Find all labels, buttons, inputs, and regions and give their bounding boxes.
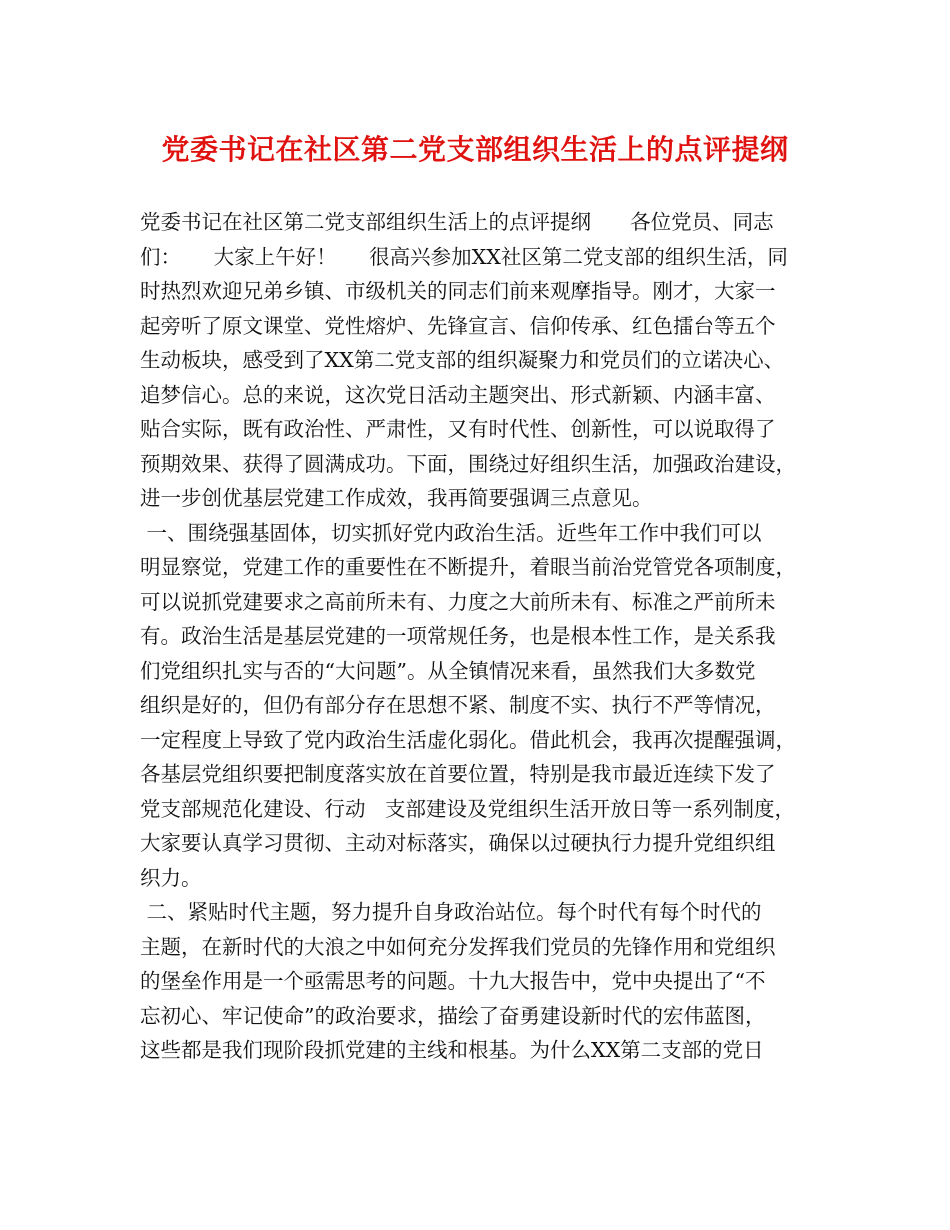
body-line: 贴合实际，既有政治性、严肃性，又有时代性、创新性，可以说取得了 [140, 417, 776, 441]
body-line: 生动板块，感受到了XX第二党支部的组织凝聚力和党员们的立诺决心、 [140, 348, 785, 372]
body-line: 进一步创优基层党建工作成效，我再简要强调三点意见。 [140, 486, 653, 510]
body-line: 织力。 [140, 865, 202, 890]
body-line: 一、围绕强基固体，切实抓好党内政治生活。近些年工作中我们可以 [140, 520, 762, 545]
body-line: 二、紧贴时代主题，努力提升自身政治站位。每个时代有每个时代的 [140, 900, 762, 924]
body-line: 们党组织扎实与否的“大问题”。从全镇情况来看，虽然我们大多数党 [140, 658, 756, 683]
body-line: 预期效果、获得了圆满成功。下面，围绕过好组织生活，加强政治建设， [140, 451, 796, 476]
body-line: 一定程度上导致了党内政治生活虚化弱化。借此机会，我再次提醒强调， [140, 727, 796, 752]
body-line: 各基层党组织要把制度落实放在首要位置，特别是我市最近连续下发了 [140, 762, 776, 786]
body-line: 们： 大家上午好！ 很高兴参加XX社区第二党支部的组织生活，同 [140, 244, 788, 269]
body-line: 可以说抓党建要求之高前所未有、力度之大前所未有、标准之严前所未 [140, 589, 776, 614]
body-line: 党支部规范化建设、行动 支部建设及党组织生活开放日等一系列制度， [140, 796, 796, 821]
body-line: 追梦信心。总的来说，这次党日活动主题突出、形式新颖、内涵丰富、 [140, 382, 776, 407]
body-line: 忘初心、牢记使命”的政治要求，描绘了奋勇建设新时代的宏伟蓝图， [140, 1003, 766, 1028]
document-body [140, 205, 830, 1068]
body-line: 有。政治生活是基层党建的一项常规任务，也是根本性工作，是关系我 [140, 624, 776, 648]
body-line: 主题，在新时代的大浪之中如何充分发挥我们党员的先锋作用和党组织 [140, 934, 776, 959]
body-line: 这些都是我们现阶段抓党建的主线和根基。为什么XX第二支部的党日 [140, 1038, 764, 1062]
body-line: 的堡垒作用是一个亟需思考的问题。十九大报告中，党中央提出了“不 [140, 969, 766, 993]
body-line: 组织是好的，但仍有部分存在思想不紧、制度不实、执行不严等情况， [140, 693, 776, 717]
body-line: 明显察觉，党建工作的重要性在不断提升，着眼当前治党管党各项制度， [140, 555, 796, 579]
body-line: 起旁听了原文课堂、党性熔炉、先锋宣言、信仰传承、红色擂台等五个 [140, 313, 776, 338]
document-title: 党委书记在社区第二党支部组织生活上的点评提纲 [161, 133, 789, 166]
body-line: 时热烈欢迎兄弟乡镇、市级机关的同志们前来观摩指导。刚才，大家一 [140, 279, 776, 303]
body-line: 大家要认真学习贯彻、主动对标落实，确保以过硬执行力提升党组织组 [140, 831, 776, 855]
body-line: 党委书记在社区第二党支部组织生活上的点评提纲 各位党员、同志 [140, 210, 774, 234]
